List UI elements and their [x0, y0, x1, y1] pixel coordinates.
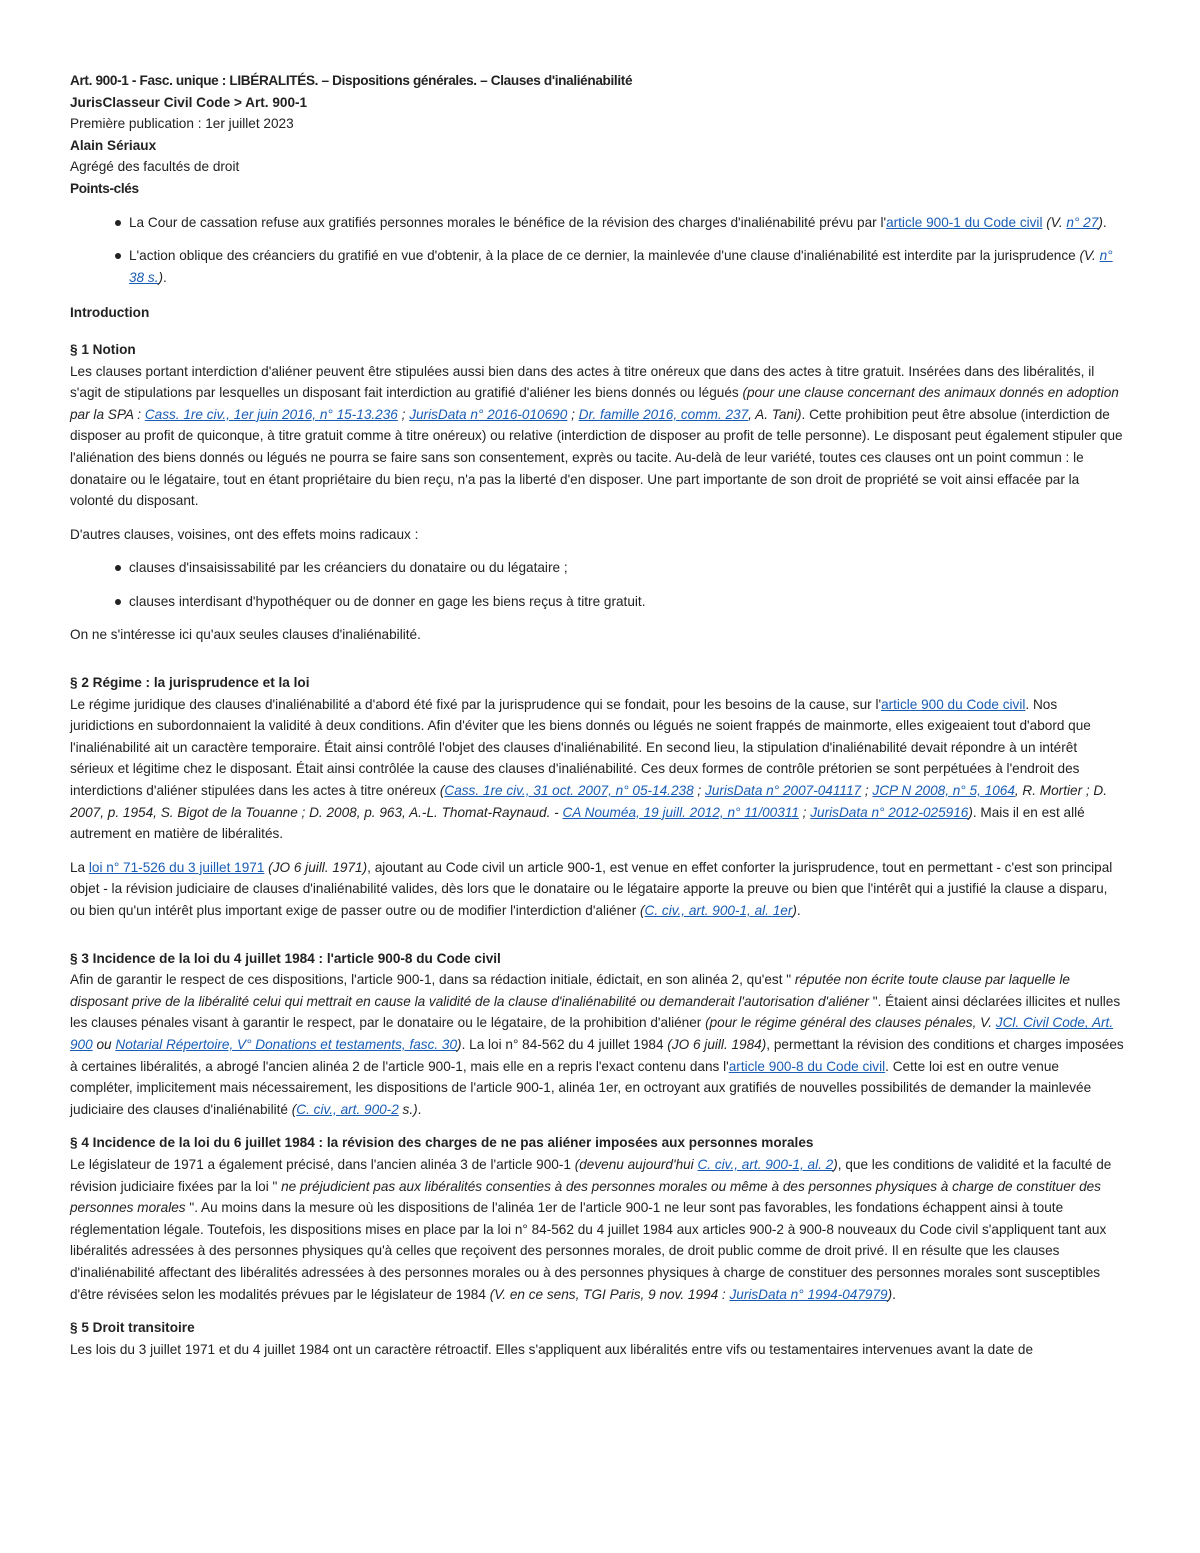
text: )	[887, 1286, 893, 1302]
text: Les clauses portant interdiction d'aliéner peuvent être stipulées aussi bien dans des actes à titre onéreux que dans des actes à titre gratuit. Insérées dans des libéralités, il s'agit de stipulations par lesquelles un disposant fait interdiction au gratifié d'aliéner les biens donnés ou légués	[70, 363, 1095, 401]
text: Le régime juridique des clauses d'inaliénabilité a d'abord été fixé par la jurisprudence qui se fondait, pour les besoins de la cause, sur l'	[70, 696, 882, 712]
link-cass-2016[interactable]: Cass. 1re civ., 1er juin 2016, n° 15-13.236	[144, 406, 398, 422]
link-n27[interactable]: n° 27	[1066, 214, 1099, 230]
list-item: clauses interdisant d'hypothéquer ou de donner en gage les biens reçus à titre gratuit.	[70, 591, 1124, 613]
link-dr-famille-2016[interactable]: Dr. famille 2016, comm. 237	[578, 406, 749, 422]
source-breadcrumb: JurisClasseur Civil Code > Art. 900-1	[70, 94, 308, 110]
article-title: Art. 900-1 - Fasc. unique : LIBÉRALITÉS. – Dispositions générales. – Clauses d'inaliénabilité	[70, 73, 633, 88]
link-c-civ-900-2[interactable]: C. civ., art. 900-2	[296, 1101, 399, 1117]
text: La	[70, 859, 89, 875]
key-point-2	[70, 245, 1124, 288]
section-5-heading: § 5 Droit transitoire	[70, 1320, 195, 1336]
text: .	[163, 269, 167, 285]
link-jurisdata-2007[interactable]: JurisData n° 2007-041117	[704, 783, 862, 799]
text: . Cette prohibition peut être absolue (interdiction de disposer au profit de quiconque, à titre gratuit comme à titre onéreux) ou relative (interdiction de disposer au profit de telle personne). Le disposant peut également stipuler que l'aliénation des biens donnés ou légués ne pourra se faire sans son consentement, exprès ou tacite. Au-delà de leur variété, toutes ces clauses ont un point commun : le donataire ou le légataire, tout en étant propriétaire du bien reçu, n'a pas la liberté d'en disposer. Une part importante de son droit de propriété se voit ainsi effacée par la volonté du disposant.	[70, 406, 1123, 509]
section-4-paragraph-1	[70, 1154, 1124, 1305]
text: .	[796, 903, 801, 918]
text: ;	[567, 406, 579, 422]
text: Le législateur de 1971 a également précisé, dans l'ancien alinéa 3 de l'article 900-1	[70, 1156, 575, 1172]
text: (	[439, 783, 445, 799]
section-3-paragraph-1	[70, 969, 1124, 1120]
link-article-900-1[interactable]: article 900-1 du Code civil	[886, 214, 1043, 230]
text: .	[892, 1286, 896, 1302]
section-3-heading: § 3 Incidence de la loi du 4 juillet 1984 : l'article 900-8 du Code civil	[70, 950, 501, 966]
link-article-900-8[interactable]: article 900-8 du Code civil	[728, 1058, 886, 1074]
text: ;	[397, 406, 410, 422]
link-article-900[interactable]: article 900 du Code civil	[881, 696, 1026, 712]
author-title: Agrégé des facultés de droit	[70, 159, 240, 175]
section-1-heading: § 1 Notion	[70, 341, 136, 357]
text: , que les conditions de validité et la faculté de révision judiciaire fixées par la loi "	[70, 1156, 1112, 1194]
link-jurisdata-1994[interactable]: JurisData n° 1994-047979	[729, 1286, 888, 1302]
text: , A. Tani)	[748, 406, 802, 422]
key-points-list	[70, 212, 1124, 289]
text: , permettant la révision des conditions et charges imposées à certaines libéralités, a abrogé l'ancien alinéa 2 de l'article 900-1, mais elle en a repris l'exact contenu dans l'	[70, 1036, 1124, 1074]
text: (devenu aujourd'hui	[574, 1156, 698, 1172]
text: (pour une clause concernant des animaux donnés en adoption par la SPA :	[70, 385, 1119, 422]
text: L'action oblique des créanciers du gratifié en vue d'obtenir, à la place de ce dernier, la mainlevée d'une clause d'inaliénabilité est interdite par la jurisprudence	[129, 248, 1080, 264]
link-loi-1971[interactable]: loi n° 71-526 du 3 juillet 1971	[88, 859, 265, 875]
introduction-heading: Introduction	[70, 305, 150, 321]
text: réputée non écrite toute clause par laquelle le disposant prive de la libéralité celui qui mettrait en cause la validité de la clause d'inaliénabilité ou demanderait l'autorisation d'aliéner	[70, 972, 1070, 1009]
text: (V. en ce sens, TGI Paris, 9 nov. 1994 :	[489, 1286, 730, 1302]
key-point-1	[70, 212, 1124, 234]
link-jcp-n-2008[interactable]: JCP N 2008, n° 5, 1064	[872, 783, 1015, 799]
link-notarial-repertoire[interactable]: Notarial Répertoire, V° Donations et testaments, fasc. 30	[115, 1036, 458, 1052]
section-1-list	[70, 557, 1124, 612]
text: ne préjudicient pas aux libéralités consenties à des personnes morales ou même à des personnes physiques à charge de constituer des personnes morales	[70, 1178, 1101, 1216]
author-name: Alain Sériaux	[70, 137, 157, 153]
text: (V.	[1046, 214, 1067, 230]
text: (	[640, 903, 645, 918]
link-jurisdata-2016[interactable]: JurisData n° 2016-010690	[409, 406, 568, 422]
text: )	[1098, 214, 1103, 230]
text: Afin de garantir le respect de ces dispositions, l'article 900-1, dans sa rédaction initiale, édictait, en son alinéa 2, qu'est "	[70, 972, 795, 988]
text: , ajoutant au Code civil un article 900-1, est venue en effet conforter la jurisprudence, tout en permettant - c'est son principal objet - la révision judiciaire de clauses d'inaliénabilité valides, dès lors que le donataire ou le légataire apporte la preuve ou bien que l'intérêt qui a justifié la clause a disparu, ou bien qu'un intérêt plus important exige de passer outre ou de modifier l'interdiction d'aliéner	[70, 859, 1113, 918]
text: ". Étaient ainsi déclarées illicites et nulles les clauses pénales visant à garantir le respect, par le donataire ou le légataire, de la prohibition d'aliéner	[70, 993, 1121, 1031]
link-cass-2007[interactable]: Cass. 1re civ., 31 oct. 2007, n° 05-14.238	[444, 783, 694, 799]
text: ;	[798, 804, 811, 820]
section-1-paragraph-1	[70, 361, 1124, 512]
text: (V.	[1079, 248, 1100, 264]
list-item: clauses d'insaisissabilité par les créanciers du donataire ou du légataire ;	[70, 557, 1124, 579]
text: )	[792, 903, 797, 918]
key-points-heading: Points-clés	[70, 180, 139, 196]
text: )	[158, 269, 164, 285]
text: ;	[861, 783, 873, 799]
section-2-paragraph-1	[70, 694, 1124, 845]
link-n38[interactable]: n° 38 s.	[129, 248, 1113, 285]
section-1-paragraph-2: D'autres clauses, voisines, ont des effets moins radicaux :	[70, 526, 419, 542]
text: (JO 6 juill. 1984)	[667, 1036, 767, 1052]
text: ". Au moins dans la mesure où les dispositions de l'alinéa 1er de l'article 900-1 ne leur sont pas favorables, les fondations échappent ainsi à toute réglementation légale. Toutefois, les dispositions mises en place par la loi n° 84-562 du 4 juillet 1984 aux articles 900-2 à 900-8 nouveaux du Code civil s'appliquent tant aux libéralités adressées à des personnes physiques qu'à celles que reçoivent des personnes morales, de droit public comme de droit privé. Il en résulte que les clauses d'inaliénabilité affectant des libéralités adressées à des personnes morales ou à des personnes physiques à charge de constituer des personnes morales sont susceptibles d'être révisées selon les modalités prévues par le législateur de 1984	[70, 1200, 1107, 1302]
text: ;	[693, 783, 705, 799]
publication-date: Première publication : 1er juillet 2023	[70, 116, 294, 132]
text: )	[833, 1156, 838, 1172]
text: . La loi n° 84-562 du 4 juillet 1984	[461, 1036, 668, 1052]
text: .	[1102, 214, 1107, 230]
text: )	[457, 1036, 462, 1052]
link-jcl-civil-code[interactable]: JCl. Civil Code, Art. 900	[70, 1015, 1114, 1052]
section-4-heading: § 4 Incidence de la loi du 6 juillet 1984 : la révision des charges de ne pas aliéner imposées aux personnes morales	[70, 1135, 814, 1151]
text: , R. Mortier ; D. 2007, p. 1954, S. Bigot de la Touanne ; D. 2008, p. 963, A.-L. Thomat-Raynaud. -	[70, 783, 1108, 820]
text: ou	[92, 1036, 116, 1052]
text: )	[968, 804, 973, 820]
section-2-paragraph-2	[70, 857, 1124, 922]
text: . Mais il en est allé autrement en matière de libéralités.	[70, 804, 1085, 842]
text: La Cour de cassation refuse aux gratifiés personnes morales le bénéfice de la révision des charges d'inaliénabilité prévu par l'	[129, 214, 887, 230]
section-5-paragraph-1: Les lois du 3 juillet 1971 et du 4 juillet 1984 ont un caractère rétroactif. Elles s'appliquent aux libéralités entre vifs ou testamentaires intervenues avant la date de	[70, 1341, 1034, 1357]
link-c-civ-900-1-al-1[interactable]: C. civ., art. 900-1, al. 1er	[644, 903, 793, 918]
text: s.)	[398, 1101, 418, 1117]
text: . Cette loi est en outre venue compléter, implicitement mais nécessairement, les dispositions de l'article 900-1, alinéa 1er, en octroyant aux gratifiés de nouvelles possibilités de demander la mainlevée judiciaire des clauses d'inaliénabilité	[70, 1058, 1092, 1117]
text: (	[291, 1101, 297, 1117]
text: . Nos juridictions en subordonnaient la validité à deux conditions. Afin d'éviter que les biens donnés ou légués ne soient frappés de mainmorte, elles exigeaient tout d'abord que l'inaliénabilité ait un caractère temporaire. Était ainsi contrôlé l'objet des clauses d'inaliénabilité. En second lieu, la stipulation d'inaliénabilité devait répondre à un intérêt sérieux et légitime chez le disposant. Était ainsi contrôlée la cause des clauses d'inaliénabilité. Ces deux formes de contrôle prétorien se sont perpétuées à l'endroit des interdictions d'aliéner stipulées dans les actes à titre onéreux	[70, 696, 1091, 799]
section-2-heading: § 2 Régime : la jurisprudence et la loi	[70, 675, 310, 691]
link-jurisdata-2012[interactable]: JurisData n° 2012-025916	[810, 804, 969, 820]
link-c-civ-900-1-al-2[interactable]: C. civ., art. 900-1, al. 2	[697, 1156, 834, 1172]
link-ca-noumea[interactable]: CA Nouméa, 19 juill. 2012, n° 11/00311	[562, 804, 799, 820]
section-1-paragraph-3: On ne s'intéresse ici qu'aux seules clauses d'inaliénabilité.	[70, 627, 421, 643]
text: .	[417, 1101, 422, 1117]
text: (JO 6 juill. 1971)	[268, 859, 368, 875]
text: (pour le régime général des clauses pénales, V.	[705, 1015, 996, 1031]
